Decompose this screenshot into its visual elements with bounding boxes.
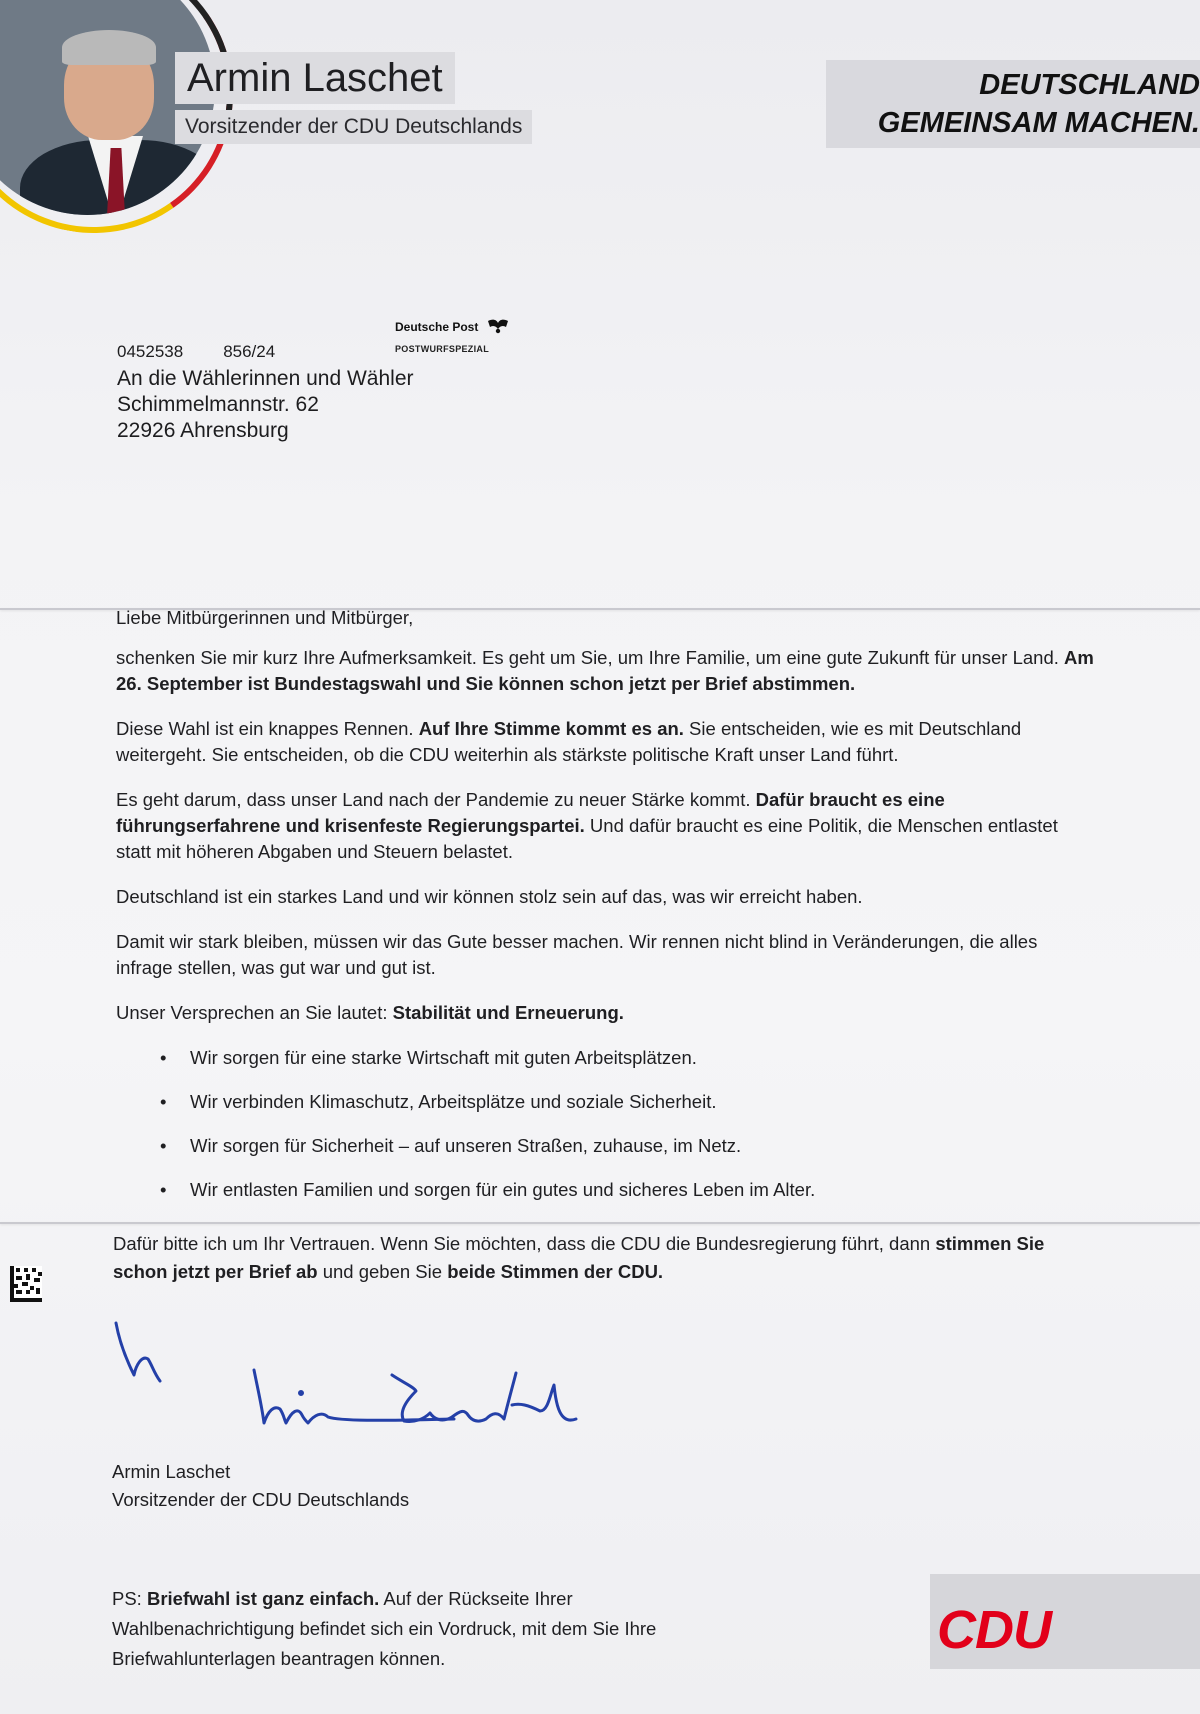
paragraph: Es geht darum, dass unser Land nach der Pandemie zu neuer Stärke kommt. Dafür braucht es eine führungserfahrene und krisenfeste Regierungspartei. Und dafür braucht es eine Politik, die Menschen entlastet statt mit höheren Abgaben und Steuern belastet. bbox=[116, 789, 1058, 862]
slogan-line: DEUTSCHLAND bbox=[979, 69, 1200, 101]
postscript: PS: Briefwahl ist ganz einfach. Auf der Rückseite Ihrer Wahlbenachrichtigung befindet sich ein Vordruck, mit dem Sie Ihre Briefwahlunterlagen beantragen können. bbox=[112, 1588, 657, 1669]
cdu-logo: CDU bbox=[937, 1600, 1051, 1660]
address-line: An die Wählerinnen und Wähler bbox=[117, 367, 414, 390]
mail-code: 856/24 bbox=[223, 342, 276, 361]
sender-name: Armin Laschet bbox=[175, 52, 455, 104]
letter-body bbox=[116, 605, 1096, 1221]
datamatrix-code bbox=[10, 1266, 42, 1302]
post-service: POSTWURFSPEZIAL bbox=[395, 344, 489, 354]
paragraph: Diese Wahl ist ein knappes Rennen. Auf Ihre Stimme kommt es an. Sie entscheiden, wie es mit Deutschland weitergeht. Sie entscheiden, ob die CDU weiterhin als stärkste politische Kraft unser Land führt. bbox=[116, 718, 1022, 765]
mail-code: 0452538 bbox=[117, 342, 184, 361]
address-line: Schimmelmannstr. 62 bbox=[117, 393, 319, 416]
paragraph: Damit wir stark bleiben, müssen wir das Gute besser machen. Wir rennen nicht blind in Veränderungen, die alles infrage stellen, was gut war und gut ist. bbox=[116, 931, 1038, 978]
recipient-address bbox=[117, 366, 414, 444]
sender-role: Vorsitzender der CDU Deutschlands bbox=[175, 110, 532, 144]
post-brand: Deutsche Post bbox=[395, 320, 479, 334]
signer-block bbox=[112, 1458, 409, 1514]
post-horn-icon bbox=[486, 318, 510, 334]
promise-list bbox=[116, 1045, 1096, 1203]
fold-line bbox=[0, 1222, 1200, 1224]
closing-paragraph: Dafür bitte ich um Ihr Vertrauen. Wenn Sie möchten, dass die CDU die Bundesregierung führt, dann stimmen Sie schon jetzt per Brief ab und geben Sie beide Stimmen der CDU. bbox=[113, 1233, 1045, 1282]
paragraph: Unser Versprechen an Sie lautet: Stabilität und Erneuerung. bbox=[116, 1002, 624, 1023]
paragraph: Deutschland ist ein starkes Land und wir können stolz sein auf das, was wir erreicht haben. bbox=[116, 886, 863, 907]
list-item: • Wir entlasten Familien und sorgen für ein gutes und sicheres Leben im Alter. bbox=[116, 1177, 1096, 1203]
handwritten-signature bbox=[108, 1315, 648, 1450]
signer-role: Vorsitzender der CDU Deutschlands bbox=[112, 1489, 410, 1510]
paragraph: schenken Sie mir kurz Ihre Aufmerksamkeit. Es geht um Sie, um Ihre Familie, um eine gute Zukunft für unser Land. Am 26. September ist Bundestagswahl und Sie können schon jetzt per Brief abstimmen. bbox=[116, 647, 1094, 694]
campaign-slogan bbox=[826, 60, 1200, 148]
address-line: 22926 Ahrensburg bbox=[117, 419, 289, 442]
mail-codes bbox=[117, 342, 275, 362]
list-item: • Wir sorgen für Sicherheit – auf unseren Straßen, zuhause, im Netz. bbox=[116, 1133, 1096, 1159]
signer-name: Armin Laschet bbox=[112, 1461, 231, 1482]
slogan-line: GEMEINSAM MACHEN. bbox=[877, 107, 1200, 139]
list-item: • Wir sorgen für eine starke Wirtschaft mit guten Arbeitsplätzen. bbox=[116, 1045, 1096, 1071]
deutsche-post-logo bbox=[395, 318, 510, 334]
salutation: Liebe Mitbürgerinnen und Mitbürger, bbox=[116, 607, 414, 628]
list-item: • Wir verbinden Klimaschutz, Arbeitsplätze und soziale Sicherheit. bbox=[116, 1089, 1096, 1115]
